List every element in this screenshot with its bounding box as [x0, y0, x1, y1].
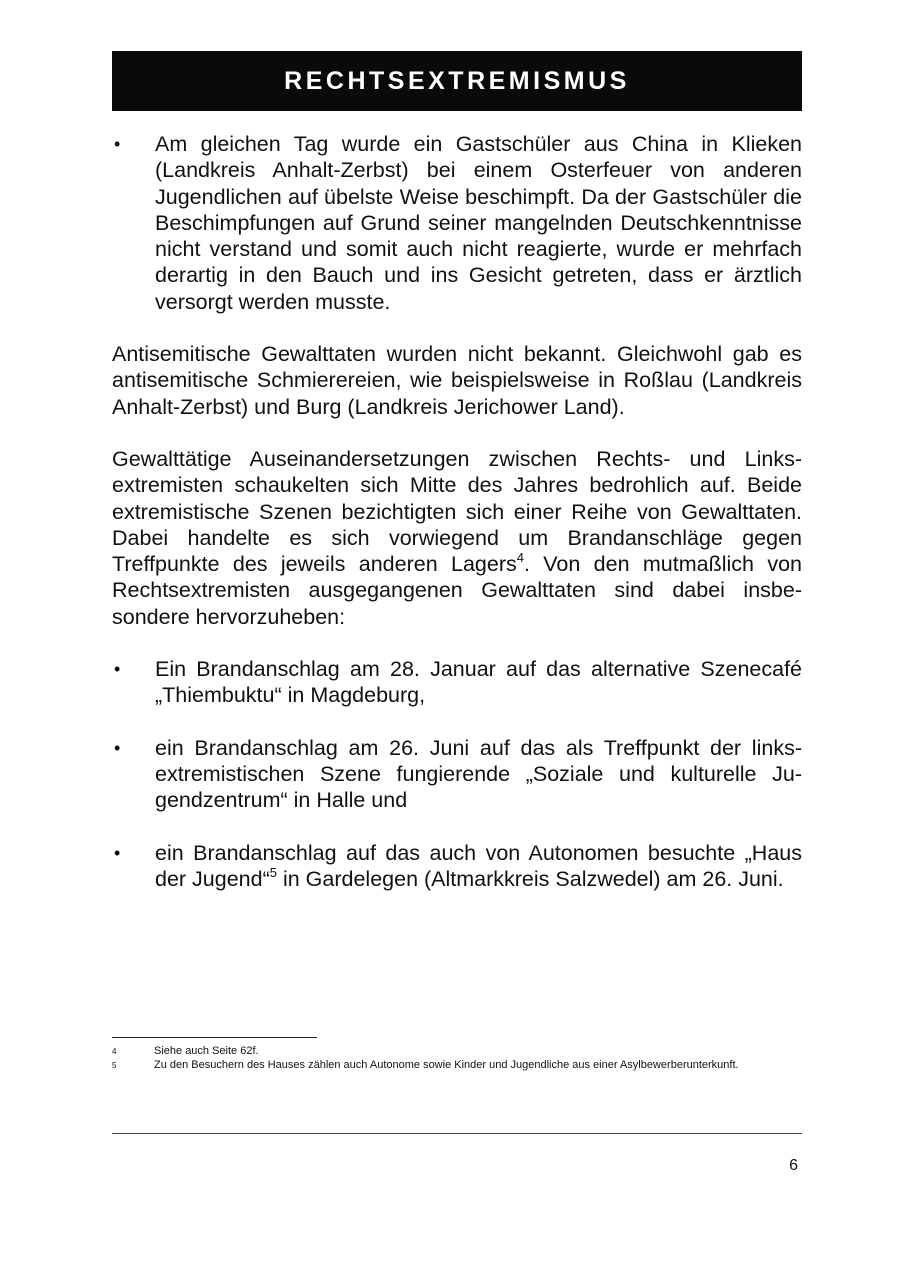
footnote-text: Zu den Besuchern des Hauses zählen auch Autonome sowie Kinder und Jugendliche aus einer Asylbewerberunterkunft. [154, 1059, 739, 1071]
list-item [112, 656, 802, 709]
list-item [112, 735, 802, 814]
bullet-icon: • [114, 659, 121, 680]
bullet-icon: • [114, 842, 121, 863]
bullet-text: Am gleichen Tag wurde ein Gastschüler aus China in Klieken (Landkreis Anhalt-Zerbst) bei einem Osterfeuer von anderen Jugendlichen auf übelste Weise beschimpft. Da der Gastschüler die Beschimpfungen auf Grund seiner mangelnden Deutschkenntnisse nicht verstand und somit auch nicht reagierte, wurde er mehrfach derartig in den Bauch und ins Gesicht getreten, dass er ärztlich versorgt werden musste. [155, 132, 802, 314]
footnote-ref[interactable]: 5 [269, 864, 277, 880]
paragraph: Antisemitische Gewalttaten wurden nicht bekannt. Gleichwohl gab es antisemitische Schmierereien, wie beispielsweise in Roßlau (Landkreis Anhalt-Zerbst) und Burg (Landkreis Jerichower Land). [112, 342, 802, 419]
bullet-text: ein Brandanschlag auf das auch von Autonomen besuchte „Haus der Jugend“$^5$ in Gardelegen (Altmarkkreis Salzwedel) am 26. Juni. [155, 840, 802, 891]
paragraph: Gewalttätige Auseinandersetzungen zwischen Rechts- und Linksextremisten schaukelten sich Mitte des Jahres bedrohlich auf. Beide extremistische Szenen bezichtigten sich einer Reihe von Gewalttaten. Dabei handelte es sich vorwiegend um Brandanschläge gegen Treffpunkte des jeweils anderen Lagers$^4$. Von den mutmaßlich von Rechtsextremisten ausgegangenen Gewalttaten sind dabei insbesondere hervorzuheben: [112, 446, 802, 629]
bullet-icon: • [114, 737, 121, 758]
bullet-text: ein Brandanschlag am 26. Juni auf das als Treffpunkt der linksextremistischen Szene fungierende „Soziale und kulturelle Jugendzentrum“ in Halle und [155, 735, 802, 813]
list-item [112, 840, 802, 893]
footnote-text: Siehe auch Seite 62f. [154, 1045, 259, 1057]
footnote [112, 1059, 802, 1072]
footnote [112, 1045, 802, 1058]
bullet-icon: • [114, 134, 121, 154]
footnote-ref[interactable]: 4 [516, 550, 524, 565]
footnote-number: 5 [112, 1061, 117, 1070]
footer-divider [112, 1133, 802, 1134]
footnote-divider [112, 1037, 317, 1038]
list-item [112, 131, 802, 315]
footnote-number: 4 [112, 1047, 117, 1056]
main-content [112, 131, 802, 892]
page-header [112, 51, 802, 111]
page-number: 6 [789, 1157, 798, 1174]
footnotes [112, 1045, 802, 1073]
bullet-text: Ein Brandanschlag am 28. Januar auf das alternative Szenecafé „Thiembuktu“ in Magdeburg, [155, 657, 802, 708]
header-title: RECHTSEXTREMISMUS [284, 66, 630, 95]
